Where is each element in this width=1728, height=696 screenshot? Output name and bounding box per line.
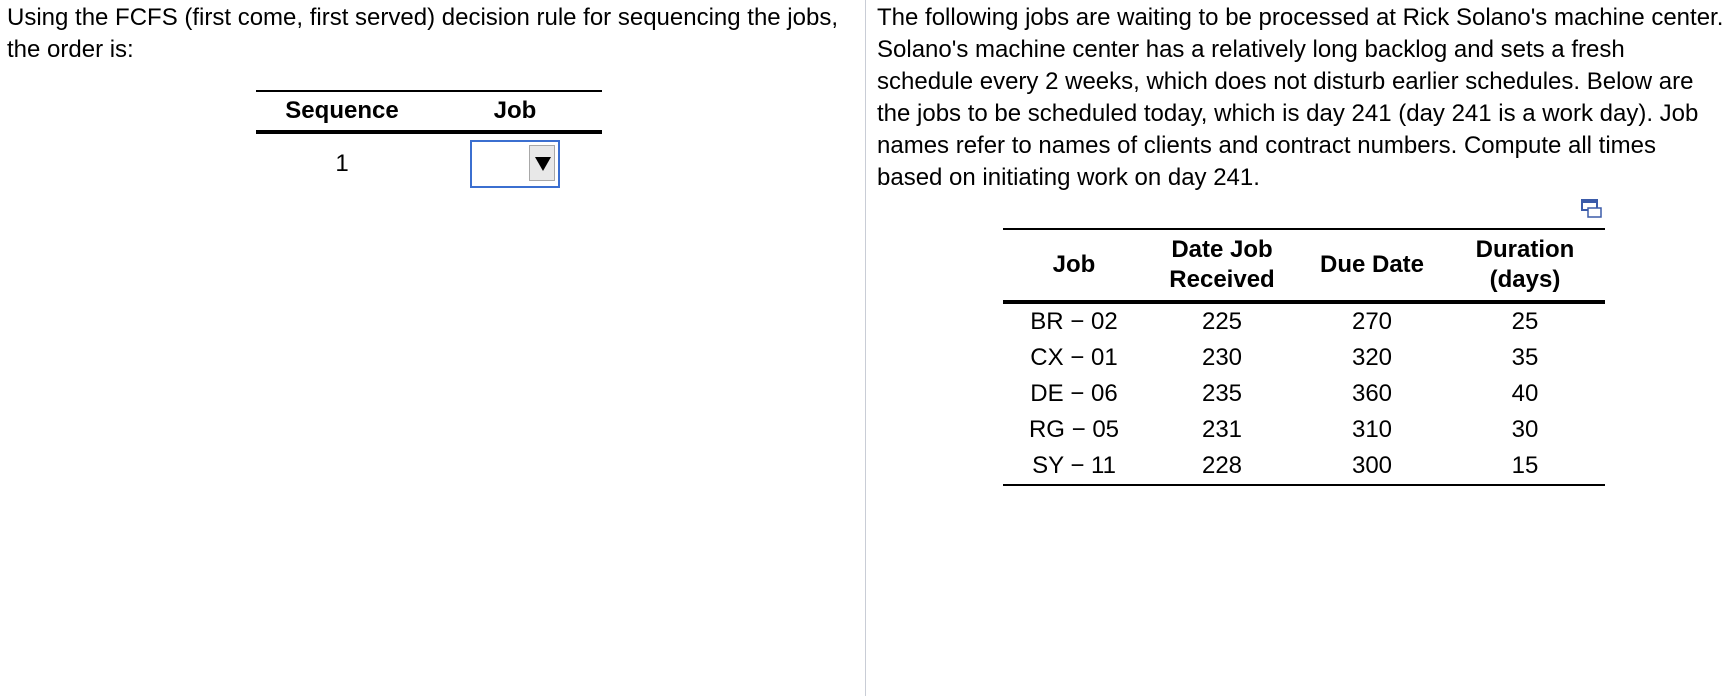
table-row <box>1003 302 1605 340</box>
due-date: 320 <box>1351 344 1393 371</box>
due-date: 300 <box>1299 448 1445 485</box>
duration: 40 <box>1511 380 1539 407</box>
duration-header-line1: Duration <box>1475 236 1575 263</box>
popout-window-icon[interactable] <box>1581 199 1603 219</box>
table-row <box>1003 448 1605 485</box>
job-dropdown[interactable] <box>470 140 560 188</box>
triangle-down-icon <box>535 157 551 171</box>
job-cell <box>428 132 602 194</box>
table-row <box>1003 340 1605 376</box>
job-column-header: Job <box>1003 229 1145 302</box>
date-received: 225 <box>1201 308 1243 335</box>
duration: 35 <box>1511 344 1539 371</box>
question-pane <box>0 0 862 696</box>
sequence-table <box>256 90 602 194</box>
job-header: Job <box>428 91 602 132</box>
duration-column-header <box>1445 229 1605 302</box>
job-name: CX − 01 <box>1030 344 1118 371</box>
problem-text: The following jobs are waiting to be processed at Rick Solano's machine center. Solano's machine center has a relatively long backlog and sets a fresh schedule every 2 weeks, which does not disturb earlier schedules. Below are the jobs to be scheduled today, which is day 241 (day 241 is a work day). Job names refer to names of clients and contract numbers. Compute all times based on initiating work on day 241. <box>877 4 1724 191</box>
date-received: 228 <box>1145 448 1299 485</box>
job-name: RG − 05 <box>1028 416 1120 443</box>
duration: 30 <box>1511 416 1539 443</box>
received-column-header <box>1145 229 1299 302</box>
date-received: 235 <box>1201 380 1243 407</box>
question-text: Using the FCFS (first come, first served) decision rule for sequencing the jobs, the order is: <box>7 4 838 63</box>
job-name: DE − 06 <box>1030 380 1118 407</box>
table-row <box>256 132 602 194</box>
received-header-line1: Date Job <box>1171 236 1273 263</box>
duration-header-line2: (days) <box>1489 266 1561 293</box>
date-received: 231 <box>1201 416 1243 443</box>
due-date: 270 <box>1351 308 1393 335</box>
sequence-header: Sequence <box>256 91 428 132</box>
table-row <box>1003 376 1605 412</box>
due-column-header: Due Date <box>1299 229 1445 302</box>
date-received: 230 <box>1201 344 1243 371</box>
problem-pane <box>877 0 1728 696</box>
sequence-table-header <box>256 91 602 132</box>
pane-divider[interactable] <box>865 0 866 696</box>
jobs-table <box>1003 228 1605 486</box>
dropdown-button[interactable] <box>529 145 555 181</box>
sequence-number: 1 <box>335 150 349 177</box>
due-date: 310 <box>1351 416 1393 443</box>
duration: 25 <box>1511 308 1539 335</box>
job-name: BR − 02 <box>1030 308 1118 335</box>
duration: 15 <box>1445 448 1605 485</box>
due-date: 360 <box>1351 380 1393 407</box>
job-name: SY − 11 <box>1003 448 1145 485</box>
received-header-line2: Received <box>1169 266 1275 293</box>
table-row <box>1003 412 1605 448</box>
jobs-table-header <box>1003 229 1605 302</box>
